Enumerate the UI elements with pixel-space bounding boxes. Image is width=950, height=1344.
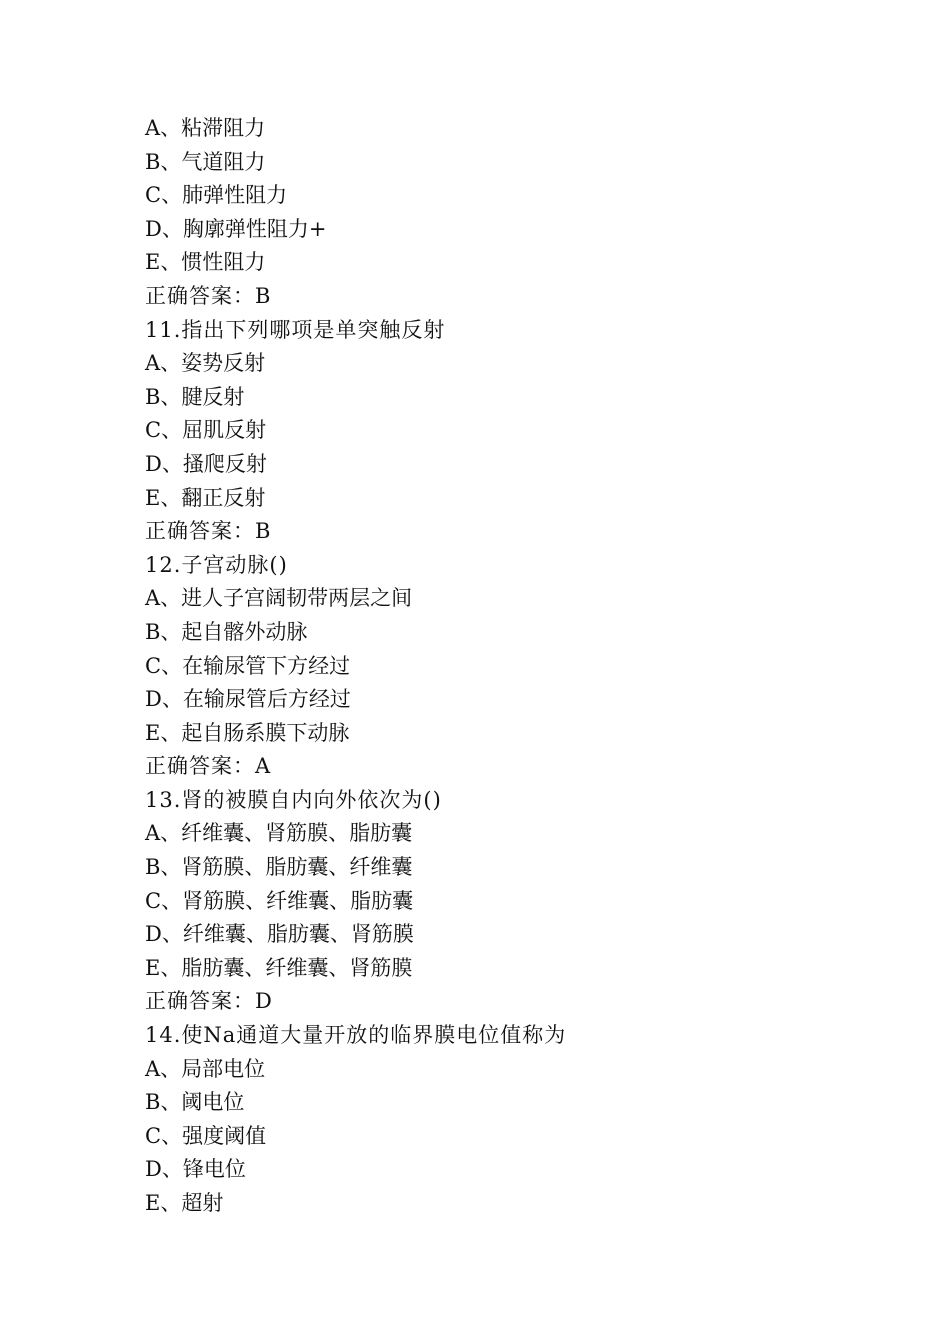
- question-line: 11.指出下列哪项是单突触反射: [145, 317, 446, 342]
- option-line: B、阈电位: [145, 1090, 245, 1115]
- option-line: A、纤维囊、肾筋膜、脂肪囊: [145, 821, 413, 846]
- option-line: A、姿势反射: [145, 351, 266, 376]
- option-line: C、肺弹性阻力: [145, 183, 288, 208]
- option-line: B、气道阻力: [145, 149, 266, 174]
- quiz-content: [145, 112, 845, 1221]
- option-line: D、搔爬反射: [145, 451, 267, 476]
- option-line: B、腱反射: [145, 384, 245, 409]
- answer-line: 正确答案：B: [145, 283, 272, 308]
- question-line: 12.子宫动脉(): [145, 552, 288, 577]
- option-line: C、强度阈值: [145, 1123, 267, 1148]
- option-line: E、超射: [145, 1191, 224, 1215]
- option-line: E、起自肠系膜下动脉: [145, 720, 350, 745]
- option-line: A、粘滞阻力: [145, 116, 266, 140]
- option-line: A、局部电位: [145, 1056, 266, 1081]
- option-line: E、翻正反射: [145, 485, 266, 510]
- question-line: 14.使Na通道大量开放的临界膜电位值称为: [145, 1023, 567, 1048]
- option-line: A、进人子宫阔韧带两层之间: [145, 586, 413, 611]
- question-line: 13.肾的被膜自内向外依次为(): [145, 787, 442, 812]
- option-line: D、锋电位: [145, 1157, 246, 1182]
- option-line: D、纤维囊、脂肪囊、肾筋膜: [145, 922, 414, 947]
- option-line: D、胸廓弹性阻力+: [145, 216, 327, 241]
- answer-line: 正确答案：A: [145, 754, 272, 779]
- option-line: B、起自髂外动脉: [145, 619, 308, 644]
- option-line: D、在输尿管后方经过: [145, 687, 351, 712]
- option-line: B、肾筋膜、脂肪囊、纤维囊: [145, 855, 413, 880]
- answer-line: 正确答案：D: [145, 989, 273, 1014]
- answer-line: 正确答案：B: [145, 519, 272, 544]
- option-line: C、屈肌反射: [145, 418, 267, 443]
- option-line: E、脂肪囊、纤维囊、肾筋膜: [145, 955, 413, 980]
- option-line: C、在输尿管下方经过: [145, 653, 351, 678]
- option-line: C、肾筋膜、纤维囊、脂肪囊: [145, 888, 414, 913]
- option-line: E、惯性阻力: [145, 250, 266, 275]
